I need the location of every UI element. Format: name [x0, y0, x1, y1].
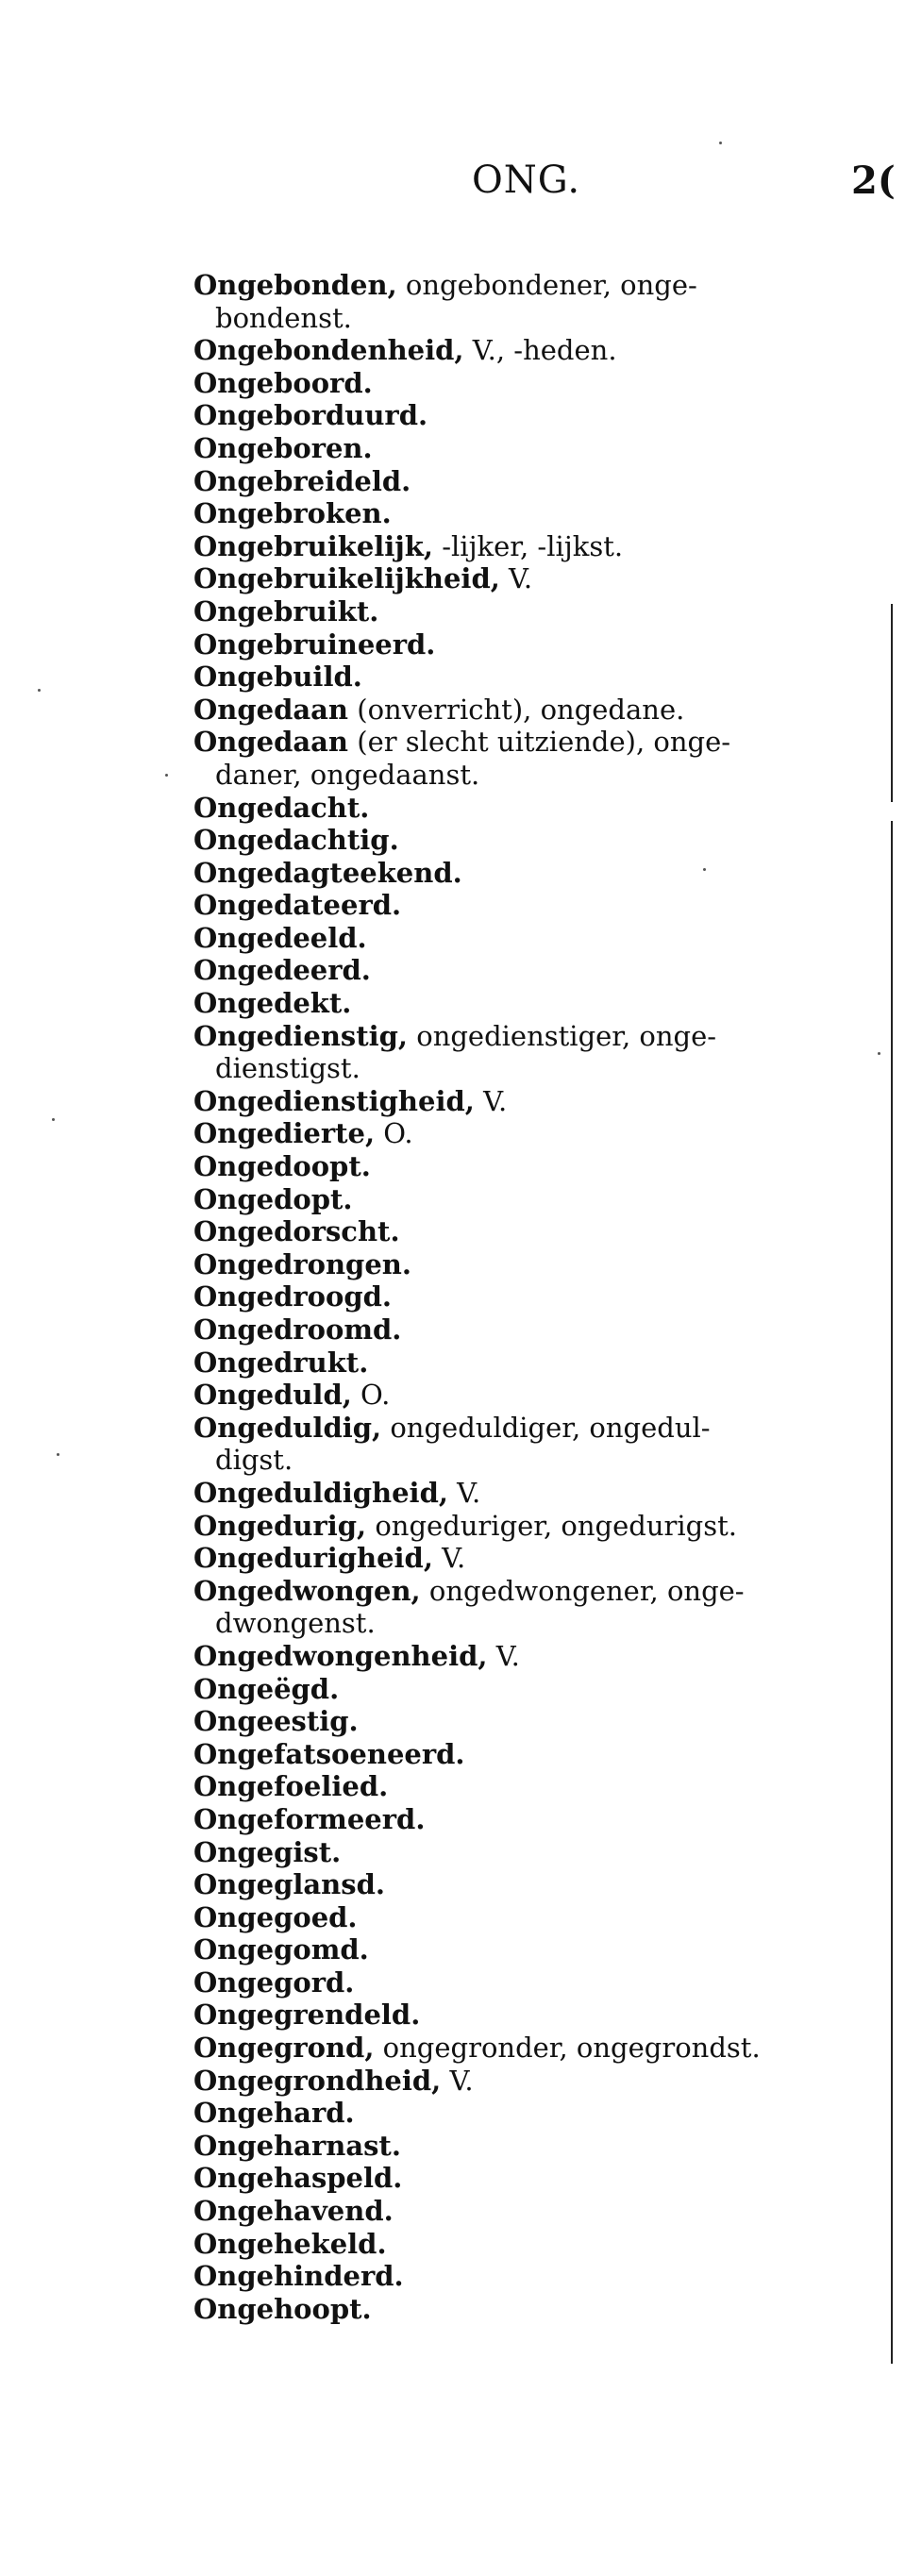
- entry-headword: Ongehavend.: [193, 2195, 394, 2228]
- entry-headword: Ongegoed.: [193, 1900, 358, 1933]
- entry-headword: Ongebuild.: [193, 661, 362, 694]
- entry-inflection: ongegronder, ongegrondst.: [374, 2032, 761, 2065]
- dictionary-entry: [193, 1412, 862, 1477]
- entry-inflection: ongedienstiger, onge-: [408, 1019, 717, 1052]
- dictionary-entry: [193, 1085, 862, 1118]
- entry-headword: Ongehaspeld.: [193, 2162, 403, 2195]
- dictionary-entry: [193, 2097, 862, 2130]
- dictionary-entry: [193, 1901, 862, 1934]
- entry-headword: Ongefatsoeneerd.: [193, 1737, 465, 1770]
- entry-inflection: V.: [487, 1639, 520, 1672]
- entry-headword: Ongeëgd.: [193, 1672, 340, 1705]
- dictionary-entry: [193, 1966, 862, 1999]
- entry-headword: Ongegomd.: [193, 1933, 369, 1966]
- entry-inflection: V.: [474, 1084, 508, 1117]
- dictionary-entry: [193, 1999, 862, 2032]
- dictionary-entry: [193, 1770, 862, 1803]
- dictionary-entry: [193, 726, 862, 791]
- dictionary-entry: [193, 2065, 862, 2098]
- dictionary-entry: [193, 824, 862, 857]
- margin-rule: [891, 604, 893, 802]
- entry-headword: Ongehekeld.: [193, 2227, 387, 2260]
- entry-headword: Ongedwongen,: [193, 1574, 421, 1607]
- dictionary-entry: [193, 792, 862, 825]
- entry-inflection: ongeduriger, ongedurigst.: [366, 1509, 737, 1542]
- entry-headword: Ongedaan: [193, 726, 349, 759]
- entry-headword: Ongedwongenheid,: [193, 1639, 488, 1672]
- entry-headword: Ongeduld,: [193, 1379, 352, 1412]
- print-speck: [165, 774, 168, 777]
- entry-headword: Ongeboord.: [193, 366, 373, 399]
- print-speck: [878, 1052, 880, 1055]
- dictionary-entry: [193, 1020, 862, 1085]
- entry-headword: Ongedroomd.: [193, 1313, 402, 1346]
- dictionary-entry: [193, 922, 862, 955]
- dictionary-entry: [193, 1313, 862, 1347]
- entry-headword: Ongedaan: [193, 693, 349, 726]
- dictionary-entry: [193, 694, 862, 727]
- print-speck: [52, 1118, 55, 1121]
- entry-headword: Ongedeeld.: [193, 921, 367, 954]
- dictionary-entry: [193, 432, 862, 465]
- entry-inflection: ongebondener, onge-: [396, 269, 697, 301]
- entry-headword: Ongebreideld.: [193, 464, 411, 497]
- entry-headword: Ongeestig.: [193, 1705, 359, 1738]
- print-speck: [38, 689, 41, 692]
- entry-continuation: dwongenst.: [215, 1607, 376, 1640]
- entry-headword: Ongegist.: [193, 1835, 342, 1868]
- entry-continuation: bondenst.: [215, 301, 352, 334]
- dictionary-entry: [193, 497, 862, 530]
- print-speck: [719, 142, 722, 144]
- entry-inflection: O.: [351, 1379, 391, 1412]
- dictionary-entry: [193, 1347, 862, 1380]
- dictionary-entry: [193, 367, 862, 400]
- entry-headword: Ongebondenheid,: [193, 334, 464, 367]
- entry-headword: Ongegrond,: [193, 2032, 375, 2065]
- margin-rule: [891, 821, 893, 2364]
- dictionary-entry: [193, 1150, 862, 1183]
- dictionary-entry: [193, 399, 862, 432]
- entry-headword: Ongedagteekend.: [193, 856, 462, 889]
- page-header: [0, 159, 922, 215]
- entry-headword: Ongedekt.: [193, 987, 352, 1020]
- entry-headword: Ongebonden,: [193, 269, 397, 301]
- dictionary-entry: [193, 1215, 862, 1248]
- dictionary-entry: [193, 530, 862, 563]
- entry-headword: Ongedienstig,: [193, 1019, 409, 1052]
- dictionary-entry: [193, 1117, 862, 1150]
- entry-inflection: V.: [499, 562, 533, 595]
- dictionary-entry: [193, 1933, 862, 1966]
- dictionary-entry: [193, 2260, 862, 2293]
- entry-headword: Ongedeerd.: [193, 954, 371, 987]
- entry-headword: Ongedrongen.: [193, 1247, 411, 1280]
- entry-headword: Ongehard.: [193, 2097, 355, 2130]
- entry-inflection: V., -heden.: [463, 334, 617, 367]
- dictionary-entry: [193, 2195, 862, 2228]
- entry-headword: Ongedacht.: [193, 791, 370, 824]
- dictionary-entry: [193, 334, 862, 367]
- entry-headword: Ongeformeerd.: [193, 1802, 426, 1835]
- dictionary-entry: [193, 2293, 862, 2326]
- dictionary-entry: [193, 661, 862, 694]
- dictionary-entry: [193, 1705, 862, 1738]
- dictionary-entry: [193, 1542, 862, 1575]
- entry-headword: Ongedierte,: [193, 1117, 376, 1150]
- dictionary-entry: [193, 1738, 862, 1771]
- entry-headword: Ongedateerd.: [193, 889, 402, 922]
- dictionary-entry: [193, 1868, 862, 1901]
- entry-headword: Ongedurigheid,: [193, 1542, 433, 1575]
- dictionary-entries: [193, 269, 862, 2325]
- entry-continuation: daner, ongedaanst.: [215, 758, 480, 791]
- entry-inflection: V.: [432, 1542, 466, 1575]
- entry-headword: Ongebruikelijkheid,: [193, 562, 500, 595]
- dictionary-entry: [193, 2130, 862, 2163]
- entry-headword: Ongegrendeld.: [193, 1999, 421, 2032]
- entry-inflection: -lijker, -lijkst.: [433, 529, 624, 562]
- entry-headword: Ongehinderd.: [193, 2260, 404, 2293]
- entry-headword: Ongeborduurd.: [193, 399, 428, 432]
- dictionary-entry: [193, 1379, 862, 1412]
- dictionary-entry: [193, 857, 862, 890]
- dictionary-entry: [193, 1673, 862, 1706]
- dictionary-entry: [193, 562, 862, 595]
- entry-headword: Ongedurig,: [193, 1509, 367, 1542]
- entry-headword: Ongegord.: [193, 1965, 355, 1999]
- dictionary-entry: [193, 1248, 862, 1281]
- print-speck: [703, 868, 706, 871]
- entry-headword: Ongegrondheid,: [193, 2064, 442, 2097]
- entry-inflection: (er slecht uitziende), onge-: [348, 726, 731, 759]
- entry-headword: Ongebruineerd.: [193, 627, 436, 661]
- dictionary-entry: [193, 2032, 862, 2065]
- entry-inflection: ongedwongener, onge-: [420, 1574, 745, 1607]
- entry-inflection: ongeduldiger, ongedul-: [381, 1411, 711, 1444]
- dictionary-entry: [193, 1803, 862, 1836]
- entry-continuation: dienstigst.: [215, 1052, 360, 1085]
- dictionary-entry: [193, 1280, 862, 1313]
- dictionary-entry: [193, 1640, 862, 1673]
- entry-headword: Ongeboren.: [193, 431, 373, 464]
- dictionary-entry: [193, 269, 862, 334]
- dictionary-entry: [193, 2228, 862, 2261]
- entry-inflection: (onverricht), ongedane.: [348, 693, 685, 726]
- entry-inflection: V.: [441, 2064, 474, 2097]
- entry-headword: Ongedopt.: [193, 1182, 353, 1215]
- dictionary-entry: [193, 889, 862, 922]
- print-speck: [57, 1453, 59, 1456]
- entry-headword: Ongeharnast.: [193, 2129, 401, 2162]
- running-head: ONG.: [472, 159, 581, 202]
- entry-headword: Ongeduldigheid,: [193, 1476, 448, 1509]
- dictionary-entry: [193, 1575, 862, 1640]
- entry-headword: Ongeduldig,: [193, 1411, 382, 1444]
- dictionary-entry: [193, 595, 862, 628]
- entry-inflection: V.: [447, 1476, 481, 1509]
- entry-headword: Ongedroogd.: [193, 1280, 392, 1313]
- dictionary-entry: [193, 1836, 862, 1869]
- entry-headword: Ongedoopt.: [193, 1150, 371, 1183]
- dictionary-entry: [193, 1183, 862, 1216]
- entry-headword: Ongebruikelijk,: [193, 529, 433, 562]
- entry-headword: Ongehoopt.: [193, 2292, 372, 2325]
- dictionary-entry: [193, 1477, 862, 1510]
- entry-headword: Ongeglansd.: [193, 1868, 385, 1901]
- entry-headword: Ongebruikt.: [193, 594, 379, 627]
- dictionary-entry: [193, 465, 862, 498]
- dictionary-entry: [193, 987, 862, 1020]
- entry-headword: Ongedachtig.: [193, 824, 399, 857]
- page-number: 2(: [851, 159, 896, 203]
- entry-headword: Ongebroken.: [193, 497, 392, 530]
- entry-headword: Ongedorscht.: [193, 1215, 400, 1248]
- entry-headword: Ongedrukt.: [193, 1346, 369, 1379]
- entry-headword: Ongefoelied.: [193, 1770, 389, 1803]
- dictionary-entry: [193, 954, 862, 987]
- dictionary-entry: [193, 1510, 862, 1543]
- dictionary-entry: [193, 2162, 862, 2195]
- dictionary-entry: [193, 628, 862, 661]
- entry-continuation: digst.: [215, 1444, 293, 1477]
- entry-headword: Ongedienstigheid,: [193, 1084, 475, 1117]
- entry-inflection: O.: [375, 1117, 413, 1150]
